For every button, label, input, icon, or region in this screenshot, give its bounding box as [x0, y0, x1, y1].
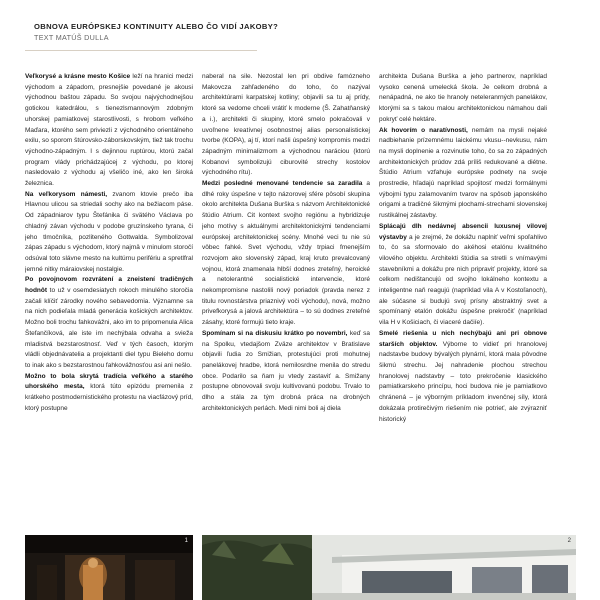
paragraph-text: a je zrejmé, že dokážu naplniť veľmi spoľahlivo to, čo sa sformovalo do akéhosi etalónu kvalitného vilového objektu. Architekti štúdia sa stretli s vnímavými stavebníkmi a dokážu pre nich pripraviť projekty, ktoré sa celkom nedištancujú od svojho lokálneho kontextu a inteligentne naň reagujú (napríklad vila A v Kostoľanoch), ale súčasne si budujú svoj prísny abstraktný svet a spomínaný etalón dokážu úspešne prekročiť (napríklad vila H v Košiciach, či viaceré dačiíe).	[379, 233, 547, 327]
paragraph	[202, 179, 370, 329]
villa-image	[202, 535, 576, 600]
stage-image	[25, 535, 193, 600]
paragraph	[379, 222, 547, 329]
paragraph-text: leží na hranici medzi východom a západom, presnejšie povedané je akousi východnou baštou západu. So svojou najvýchodnejšou gotickou katedrálou, s tienezlsmannovým zdobným uhorskej pamiatkovej starostlivosti, s hrobom veľkého Maďara, ktorého sem priviezli z východného orientálneho exilu, so sporom štúrovsko-záborskovským, tiež tak trochu východno-západným. I s dejinnou ruptúrou, ktorú začal program vlády prichádzajúcej z východu, po ktorej nasledovalo z východu aj všeličo iné, ako len široká železnica.	[25, 73, 193, 188]
article-header	[34, 22, 574, 42]
paragraph-lead: Možno to bola skrytá tradícia veľkého a starého uhorského mesta,	[25, 372, 193, 391]
paragraph-text: architekta Dušana Burška a jeho partnerov, napríklad vysoko cenená umelecká škola. Je celkom drobná a nenápadná, ne ako tie hranoly neteleranrných panelákov, ktorými sa s takou malou architektonickou námahou dali pokryť celé hektáre.	[379, 73, 547, 123]
paragraph	[25, 72, 193, 190]
text-column-1	[25, 72, 193, 534]
paragraph-text: naberal na sile. Nezostal len pri obdive famózneho Makovcza zahľadeného do toho, čo nazýval architektúrami karpatskej kotliny; objavili sa tu aj prídy, ktoré sa vedome chceli vrátiť k moderne (Š. Zahatňanský a i.), architekti či skupiny, ktoré smelo pokračovali v uvoľnene kreatívnej osobnostnej alias personalistickej tvorbe (KOPA), aj tí, ktorí našli úspešný kompromis medzi západným minimalizmom a východnou naráciou (ktorú Kobanovi symbolizujú ciburovité strechy kostolov východného rítu).	[202, 73, 370, 177]
figure-number: 2	[567, 538, 571, 544]
paragraph-text: keď sa na Spolku, vtedajšom Zväze architektov v Bratislave objavili ľudia zo Smižian, protestujúci proti mohutnej panelákovej hradbe, ktorá nemilosrdne menila do stredu obce. Podarilo sa ňam ju vtedy zastaviť a. Smižany postupne obnovovali svoju kultivovanú podobu. Trvalo to dlho a stála za tým drobná práca na drobných architektonických perlách. Medi nimi boli aj diela	[202, 329, 370, 412]
paragraph-lead: Spomínam si na diskusiu krátko po novembri,	[202, 329, 348, 337]
paragraph-lead: Medzi posledné menované tendencie sa zaradila	[202, 180, 363, 188]
paragraph-lead: Na veľkorysom námesti,	[25, 190, 108, 198]
paragraph	[379, 329, 547, 425]
paragraph-lead: Veľkorysé a krásne mesto Košice	[25, 73, 131, 80]
paragraph-text: a dlhé roky úspešne v tejto názorovej sfére pôsobí skupina okolo architekta Dušana Burška s názvom Architektonické štúdio Atrium. Cit kontext svojho regiónu a hybridizuje jeho motívy s aktuálnymi architektonickými tendenciami európskej architektonickej scény. Mnohé veci tu nie sú vôbec fahké. Svet východu, vždy trpiaci fmenejším rozvojom ako slovenský západ, kraj kruto prevalcovaný vojnou, ktorá znamenala hlbší dodnes zreteľný, heroické a netolerantné socialistické intervencie, ktoré nekompromisne nastolili nový poriadok (pravda nerez z titulu rovnostárstva priaznivý voči východu), nová, možno privefkorysá a jalová architektúra – to sú dodnes zreteľné zásahy, ktoré formujú tieto kraje.	[202, 180, 370, 327]
paragraph	[379, 126, 547, 222]
paragraph-lead: Smelé riešenia u nich nechýbajú ani pri obnove starších objektov.	[379, 329, 547, 348]
paragraph	[25, 190, 193, 276]
photo-stage-interior	[25, 535, 193, 600]
paragraph	[202, 72, 370, 179]
paragraph	[379, 72, 547, 126]
paragraph	[202, 329, 370, 415]
paragraph-lead: Splácajú dlh nedávnej absencii luxusnej vilovej výstavby	[379, 222, 547, 241]
paragraph-lead: Ak hovorím o naratívnosti,	[379, 126, 468, 134]
paragraph-text: Výborne to vidieť pri hranolovej nadstavbe budovy bývalých plynární, ktorá mala pôvodne šikmú strechu. Jej nahradenie plochou strechou hranolovej nadstavby – toto prekročenie klasického pamiatkarskeho princípu, hoci budova nie je pamiatkovo chránená – je výborným príkladom invenčnej síly, ktorá dokázala protirečivým riešením nie potrieť, ale zvýrazniť historický	[379, 340, 547, 423]
paragraph-text: ktorá túto epizódu premenila z krátkeho postmodernistického protestu na viacfázový príd, ktorý postupne	[25, 383, 193, 412]
paragraph-text: nemám na mysli nejaké nadbiehanie prízemnému laickému vkusu--nevkusu, nám na mysli doplnenie a rozvinutie toho, čo sa zo západných architektonických prúdov zdá príliš redukované a diétne. Štúdio Atrium vzfahuje európske podnety na svoje prostredie, hľadajú napríklad spojitosť medzi formálnymi výbojmi typu zalamovaním tvarov na spôsob japonského origami a tradičné šikmými plochami-strechami slovenskej rustikálnej zástavby.	[379, 126, 547, 220]
page-title: OBNOVA EURÓPSKEJ KONTINUITY ALEBO ČO VIDÍ JAKOBY?	[34, 22, 279, 31]
paragraph-lead: Po povojnovom rozvrátení a zneistení tradičných hodnôt	[25, 276, 193, 295]
text-column-3	[379, 72, 547, 534]
figure-number: 1	[184, 538, 188, 544]
paragraph	[25, 275, 193, 371]
photo-villa-exterior	[202, 535, 576, 600]
paragraph	[25, 372, 193, 415]
header-rule	[25, 50, 257, 51]
text-column-2	[202, 72, 370, 534]
byline: TEXT MATÚŠ DULLA	[34, 33, 109, 42]
paragraph-text: zvanom ktovie prečo iba Hlavnou ulicou sa striedali sochy ako na bežiacom páse. Od západniarov typu Štefánika či svätého Václava po chladný závan východu v podobe gruzínskeho tyrana, či jeho tlmočníka, pozliteného Gottwalda. Symbolizoval zápas západu s východom, ktorý najmä v minulom storočí odsúval toto slávne mesto na kultúrnu perifériu a spretlfral jemné nitky máraiovskej nostalgie.	[25, 190, 193, 273]
paragraph-text: to už v osemdesiatych rokoch minulého storočia začali klíčiť zárodky nového sebavedomia. Významne sa na nich podieľala mladá generácia košických architektov. Možno boli trochu fahkovážni, ako im to pripomenula Alica Štefančíková, ale iste im nechýbala odvaha a svieža mladistvá bezstarostnosť. Veď v tých časoch, ktorým vládli objednávatelia a projektanti diel typu Bieleho domu to inak ako s bezstarostnou fahkovážnosťou asi ani nešlo.	[25, 287, 193, 369]
